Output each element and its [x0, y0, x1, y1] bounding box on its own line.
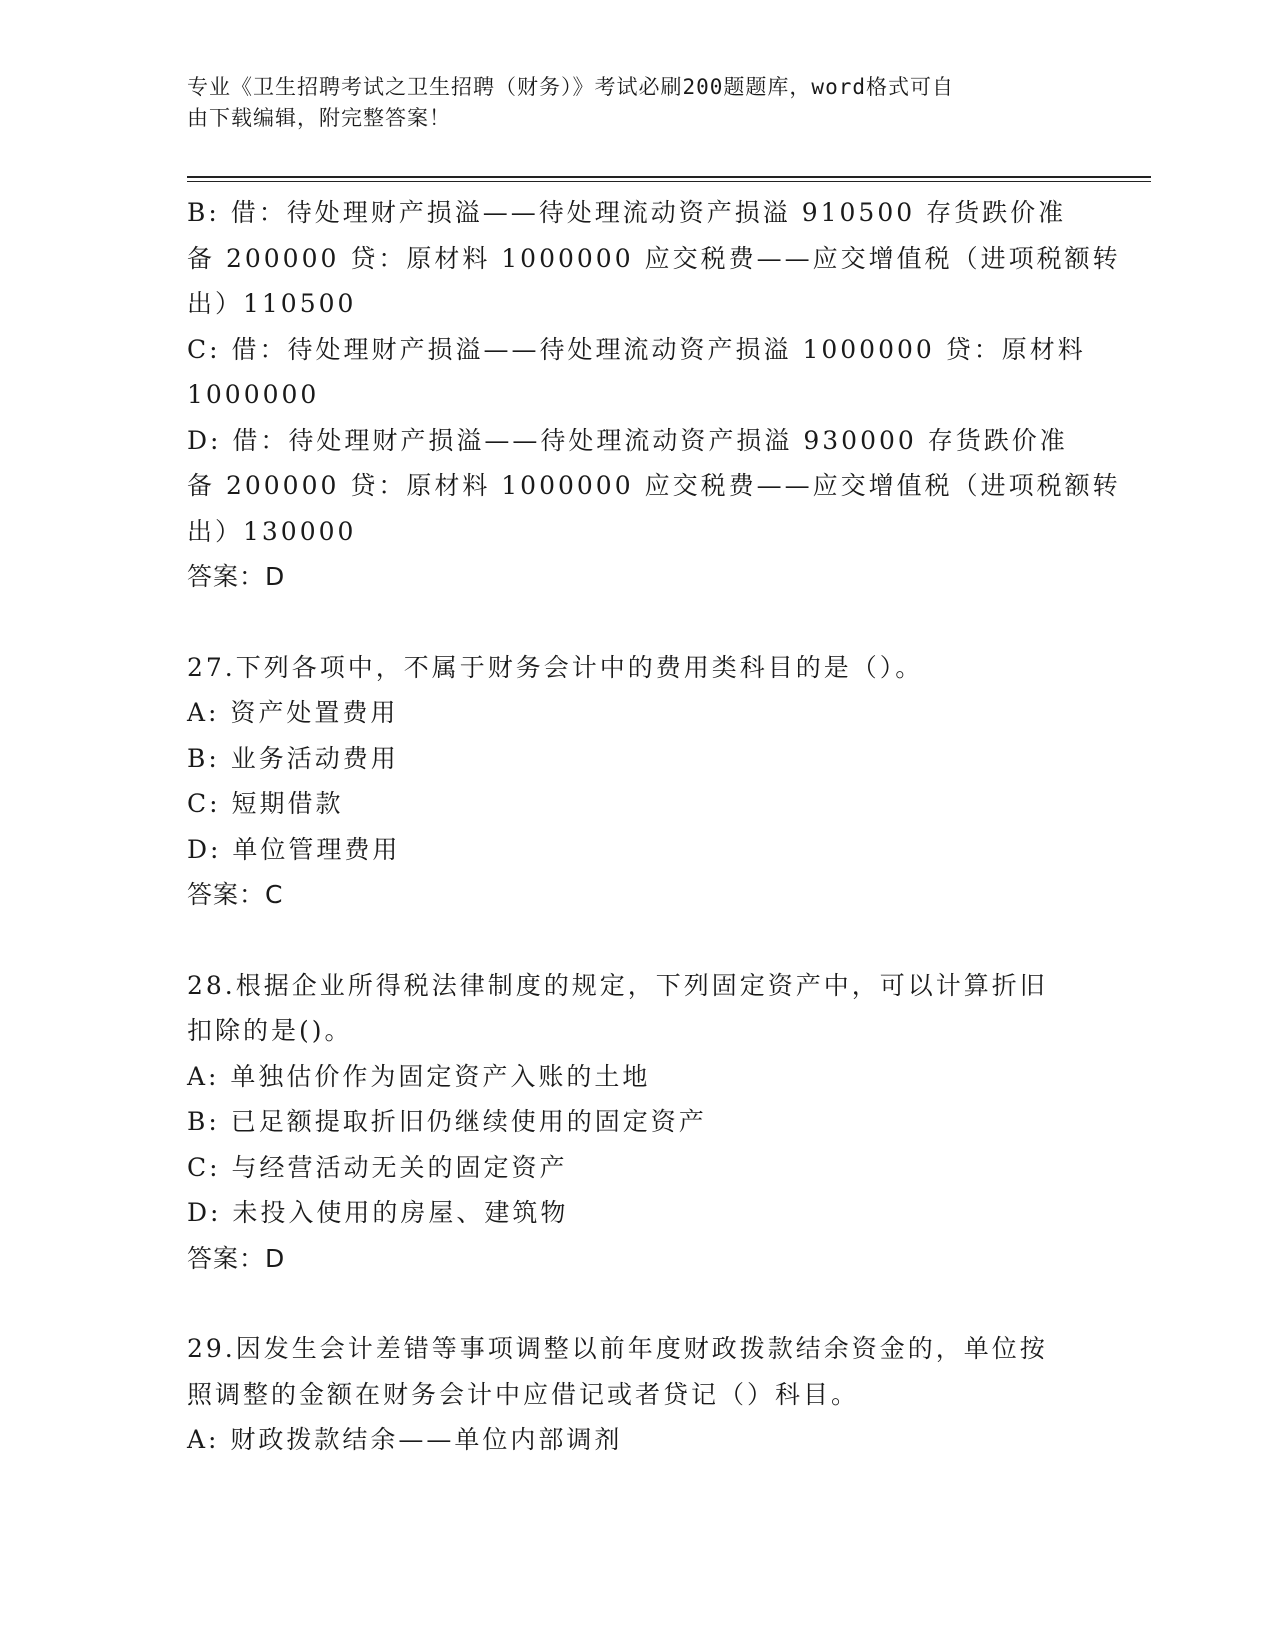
option-d-line: 出）130000: [187, 516, 357, 546]
option-c: C: 短期借款: [187, 789, 344, 818]
answer-label: 答案：C: [187, 880, 284, 909]
question-26-tail: [187, 190, 1121, 600]
answer-label: 答案：D: [187, 1243, 286, 1273]
header-divider-thin: [187, 181, 1151, 182]
option-b-line: 出）110500: [187, 289, 357, 318]
option-b: B: 已足额提取折旧仍继续使用的固定资产: [187, 1107, 707, 1136]
document-header: [187, 72, 1067, 134]
answer-label: 答案：D: [187, 562, 286, 591]
question-27: [187, 645, 1077, 918]
option-d: D: 未投入使用的房屋、建筑物: [187, 1198, 569, 1227]
option-d-line: D: 借：待处理财产损溢——待处理流动资产损溢 930000 存货跌价准: [187, 425, 1068, 455]
question-text: 扣除的是()。: [187, 1016, 353, 1045]
header-line-1: 专业《卫生招聘考试之卫生招聘（财务）》考试必刷200题题库，word格式可自: [187, 75, 954, 99]
document-body: [187, 190, 1121, 1508]
header-line-2: 由下载编辑，附完整答案！: [187, 106, 451, 130]
option-a: A: 单独估价作为固定资产入账的土地: [187, 1061, 651, 1091]
option-c-line: C: 借：待处理财产损溢——待处理流动资产损溢 1000000 贷：原材料: [187, 334, 1086, 364]
option-d-line: 备 200000 贷：原材料 1000000 应交税费——应交增值税（进项税额转: [187, 471, 1121, 500]
header-divider-thick: [187, 176, 1151, 178]
question-text: 27.下列各项中，不属于财务会计中的费用类科目的是（）。: [187, 652, 924, 682]
option-d: D: 单位管理费用: [187, 834, 401, 864]
option-b-line: 备 200000 贷：原材料 1000000 应交税费——应交增值税（进项税额转: [187, 243, 1121, 273]
option-b-line: B: 借：待处理财产损溢——待处理流动资产损溢 910500 存货跌价准: [187, 198, 1067, 227]
option-a: A: 资产处置费用: [187, 698, 399, 727]
question-text: 28.根据企业所得税法律制度的规定，下列固定资产中，可以计算折旧: [187, 970, 1048, 1000]
question-text: 照调整的金额在财务会计中应借记或者贷记（）科目。: [187, 1379, 860, 1409]
option-b: B: 业务活动费用: [187, 743, 399, 773]
option-c: C: 与经营活动无关的固定资产: [187, 1152, 568, 1182]
question-text: 29.因发生会计差错等事项调整以前年度财政拨款结余资金的，单位按: [187, 1334, 1048, 1363]
question-28: [187, 963, 1077, 1282]
option-a: A: 财政拨款结余——单位内部调剂: [187, 1425, 623, 1454]
option-c-line: 1000000: [187, 380, 320, 409]
question-29: [187, 1326, 1077, 1463]
